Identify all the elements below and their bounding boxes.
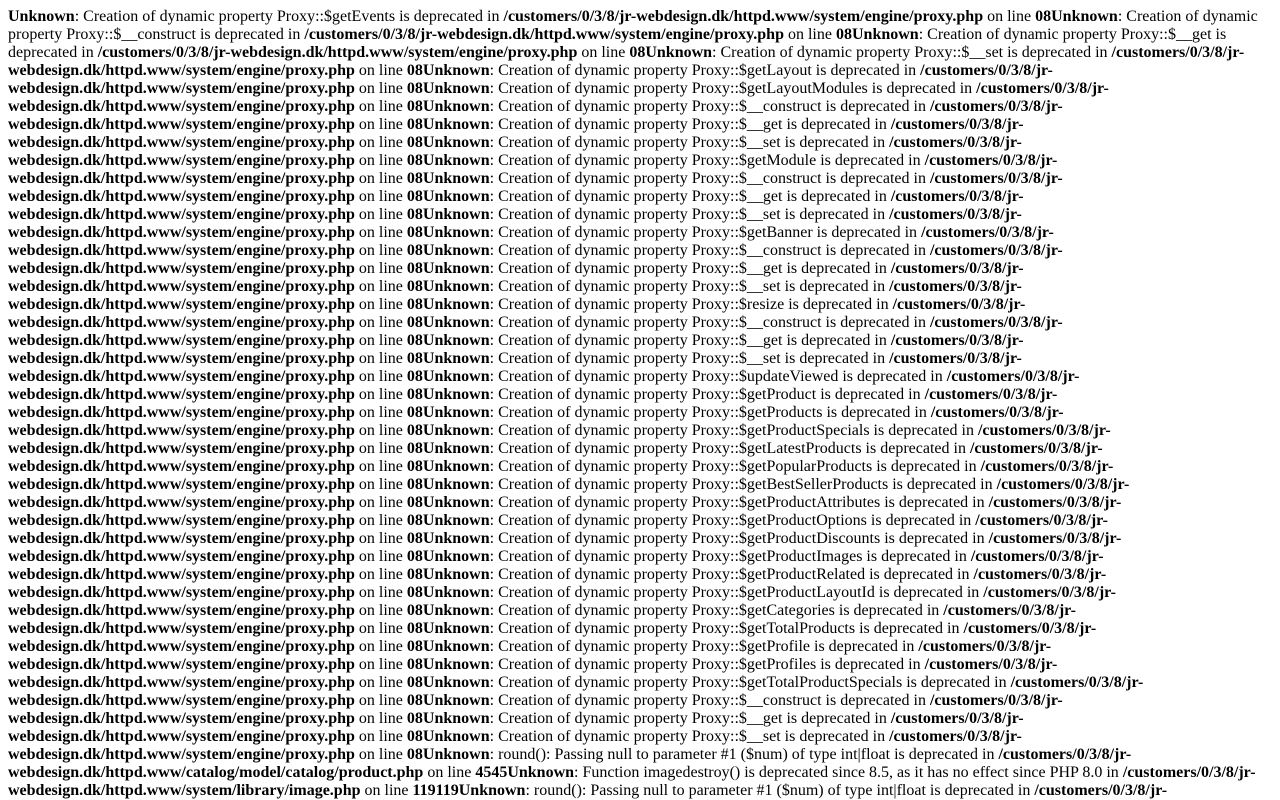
log-entry: 8Unknown: Creation of dynamic property Proxy::$getModule is deprecated in /customers/0/3/8/jr-webdesign.dk/httpd.www/system/engine/proxy.php on line 0 <box>8 152 1058 187</box>
error-type: 8Unknown <box>414 152 490 169</box>
line-number: 0 <box>406 566 415 583</box>
file-path: /customers/0/3/8/jr-webdesign.dk/httpd.www/system/library/image.php <box>8 764 1256 799</box>
error-message: Creation of dynamic property Proxy::$getProductImages is deprecated <box>498 548 951 565</box>
line-number: 0 <box>406 134 415 151</box>
log-entry: 8Unknown: Creation of dynamic property Proxy::$__set is deprecated in /customers/0/3/8/jr-webdesign.dk/httpd.www/system/engine/proxy.php on line 0 <box>8 44 1245 79</box>
error-type: 45Unknown <box>491 764 575 781</box>
error-message: Creation of dynamic property Proxy::$getBanner is deprecated <box>498 224 901 241</box>
line-number: 0 <box>406 728 415 745</box>
error-type: 8Unknown <box>414 188 490 205</box>
file-path: /customers/0/3/8/jr-webdesign.dk/httpd.www/system/engine/proxy.php <box>8 656 1058 691</box>
file-path: /customers/0/3/8/jr-webdesign.dk/httpd.www/system/engine/proxy.php <box>8 44 1245 79</box>
log-entry: 8Unknown: Creation of dynamic property Proxy::$getLayout is deprecated in /customers/0/3/8/jr-webdesign.dk/httpd.www/system/engine/proxy.php on line 0 <box>8 62 1053 97</box>
line-number: 0 <box>406 440 415 457</box>
file-path: /customers/0/3/8/jr-webdesign.dk/httpd.www/system/engine/proxy.php <box>8 386 1058 421</box>
file-path: /customers/0/3/8/jr-webdesign.dk/httpd.www/system/engine/proxy.php <box>8 494 1122 529</box>
file-path: /customers/0/3/8/jr-webdesign.dk/httpd.www/system/engine/proxy.php <box>8 404 1064 439</box>
error-message: Creation of dynamic property Proxy::$getLatestProducts is deprecated <box>498 440 950 457</box>
file-path: /customers/0/3/8/jr-webdesign.dk/httpd.www/system/engine/proxy.php <box>8 188 1024 223</box>
error-message: Creation of dynamic property Proxy::$getProfile is deprecated <box>498 638 898 655</box>
file-path: /customers/0/3/8/jr-webdesign.dk/httpd.www/system/engine/proxy.php <box>8 638 1052 673</box>
line-number: 0 <box>406 296 415 313</box>
file-path: /customers/0/3/8/jr-webdesign.dk/httpd.www/system/engine/proxy.php <box>8 602 1076 637</box>
error-message: Creation of dynamic property Proxy::$__construct is deprecated <box>498 170 910 187</box>
line-number: 0 <box>406 746 415 763</box>
error-type: 8Unknown <box>414 584 490 601</box>
error-message: Creation of dynamic property Proxy::$__get is deprecated <box>498 260 871 277</box>
error-message: Creation of dynamic property Proxy::$__construct is deprecated <box>498 242 910 259</box>
log-entry: 8Unknown: Creation of dynamic property Proxy::$__construct is deprecated in /customers/0/3/8/jr-webdesign.dk/httpd.www/system/engine/proxy.php on line 0 <box>8 170 1063 205</box>
line-number: 0 <box>406 584 415 601</box>
file-path: /customers/0/3/8/jr-webdesign.dk/httpd.www/system/engine/proxy.php <box>8 692 1063 727</box>
line-number: 0 <box>406 242 415 259</box>
log-entry: 8Unknown: Creation of dynamic property Proxy::$__construct is deprecated in /customers/0/3/8/jr-webdesign.dk/httpd.www/system/engine/proxy.php on line 0 <box>8 242 1063 277</box>
file-path: /customers/0/3/8/jr-webdesign.dk/httpd.www/system/engine/proxy.php <box>8 62 1053 97</box>
error-type: 119Unknown <box>435 782 526 799</box>
log-entry: 8Unknown: Creation of dynamic property Proxy::$getBestSellerProducts is deprecated in /customers/0/3/8/jr-webdesign.dk/httpd.www/system/engine/proxy.php on line 0 <box>8 476 1130 511</box>
line-number: 0 <box>406 476 415 493</box>
file-path: /customers/0/3/8/jr-webdesign.dk/httpd.www/system/engine/proxy.php <box>8 314 1063 349</box>
error-message: Creation of dynamic property Proxy::$updateViewed is deprecated <box>498 368 927 385</box>
error-message: Creation of dynamic property Proxy::$__set is deprecated <box>498 350 869 367</box>
error-message: Creation of dynamic property Proxy::$resize is deprecated <box>498 296 873 313</box>
error-message: Creation of dynamic property Proxy::$__set is deprecated <box>498 206 869 223</box>
line-number: 0 <box>406 638 415 655</box>
file-path: /customers/0/3/8/jr-webdesign.dk/httpd.www/system/engine/proxy.php <box>8 728 1022 763</box>
line-number: 0 <box>406 98 415 115</box>
line-number: 0 <box>406 422 415 439</box>
file-path: /customers/0/3/8/jr-webdesign.dk/httpd.www/system/engine/proxy.php <box>8 710 1024 745</box>
line-number: 0 <box>406 332 415 349</box>
log-entry: 8Unknown: Creation of dynamic property Proxy::$getBanner is deprecated in /customers/0/3/8/jr-webdesign.dk/httpd.www/system/engine/proxy.php on line 0 <box>8 224 1054 259</box>
error-message: Creation of dynamic property Proxy::$getProfiles is deprecated <box>498 656 905 673</box>
log-entry: 8Unknown: Creation of dynamic property Proxy::$__get is deprecated in /customers/0/3/8/jr-webdesign.dk/httpd.www/system/engine/proxy.php on line 0 <box>8 332 1024 367</box>
error-type: 8Unknown <box>414 368 490 385</box>
line-number: 0 <box>406 674 415 691</box>
line-number: 0 <box>406 548 415 565</box>
file-path: /customers/0/3/8/jr-webdesign.dk/httpd.www/system/engine/proxy.php <box>8 206 1022 241</box>
line-number: 0 <box>406 314 415 331</box>
error-type: 8Unknown <box>414 62 490 79</box>
log-entry: 8Unknown: Creation of dynamic property Proxy::$getProfile is deprecated in /customers/0/3/8/jr-webdesign.dk/httpd.www/system/engine/proxy.php on line 0 <box>8 638 1052 673</box>
file-path: /customers/0/3/8/jr-webdesign.dk/httpd.www/system/engine/proxy.php <box>8 674 1144 709</box>
line-number: 0 <box>629 44 638 61</box>
file-path: /customers/0/3/8/jr-webdesign.dk/httpd.www/system/engine/proxy.php <box>8 170 1063 205</box>
error-message: round(): Passing null to parameter #1 ($num) of type int|float is deprecated <box>498 746 979 763</box>
line-number: 45 <box>475 764 492 781</box>
log-entry: 8Unknown: Creation of dynamic property Proxy::$__construct is deprecated in /customers/0/3/8/jr-webdesign.dk/httpd.www/system/engine/proxy.php on line 0 <box>8 8 1258 43</box>
error-type: 8Unknown <box>414 566 490 583</box>
log-entry: 8Unknown: Creation of dynamic property Proxy::$getProductImages is deprecated in /customers/0/3/8/jr-webdesign.dk/httpd.www/system/engine/proxy.php on line 0 <box>8 548 1104 583</box>
error-type: 8Unknown <box>414 746 490 763</box>
log-entry: 8Unknown: Creation of dynamic property Proxy::$getProductLayoutId is deprecated in /customers/0/3/8/jr-webdesign.dk/httpd.www/system/engine/proxy.php on line 0 <box>8 584 1116 619</box>
error-type: 8Unknown <box>414 512 490 529</box>
log-entry: 8Unknown: Creation of dynamic property Proxy::$getProducts is deprecated in /customers/0/3/8/jr-webdesign.dk/httpd.www/system/engine/proxy.php on line 0 <box>8 404 1064 439</box>
log-entry: 8Unknown: Creation of dynamic property Proxy::$__set is deprecated in /customers/0/3/8/jr-webdesign.dk/httpd.www/system/engine/proxy.php on line 0 <box>8 206 1022 241</box>
error-type: 8Unknown <box>414 278 490 295</box>
line-number: 0 <box>406 530 415 547</box>
error-message: Creation of dynamic property Proxy::$__set is deprecated <box>498 134 869 151</box>
file-path: /customers/0/3/8/jr-webdesign.dk/httpd.www/system/engine/proxy.php <box>8 260 1024 295</box>
log-entry: 8Unknown: Creation of dynamic property Proxy::$getProfiles is deprecated in /customers/0/3/8/jr-webdesign.dk/httpd.www/system/engine/proxy.php on line 0 <box>8 656 1058 691</box>
log-entry: 8Unknown: Creation of dynamic property Proxy::$__set is deprecated in /customers/0/3/8/jr-webdesign.dk/httpd.www/system/engine/proxy.php on line 0 <box>8 134 1022 169</box>
log-entry: 8Unknown: round(): Passing null to parameter #1 ($num) of type int|float is deprecated in /customers/0/3/8/jr-webdesign.dk/httpd.www/catalog/model/catalog/product.php on line 45 <box>8 746 1132 781</box>
error-message: Creation of dynamic property Proxy::$__construct is deprecated <box>498 692 910 709</box>
error-type: 8Unknown <box>414 170 490 187</box>
error-type: 8Unknown <box>414 314 490 331</box>
error-type: 8Unknown <box>414 530 490 547</box>
log-entry: Unknown: Creation of dynamic property Proxy::$getEvents is deprecated in /customers/0/3/8/jr-webdesign.dk/httpd.www/system/engine/proxy.php on line 0 <box>8 8 1044 25</box>
error-message: Creation of dynamic property Proxy::$getProducts is deprecated <box>498 404 911 421</box>
file-path: /customers/0/3/8/jr-webdesign.dk/httpd.www/system/engine/proxy.php <box>8 80 1109 115</box>
error-message: Creation of dynamic property Proxy::$__get is deprecated <box>8 26 1227 61</box>
error-type: 8Unknown <box>414 386 490 403</box>
error-message: Creation of dynamic property Proxy::$getProductOptions is deprecated <box>498 512 955 529</box>
error-message: Function imagedestroy() is deprecated since 8.5, as it has no effect since PHP 8.0 <box>582 764 1103 781</box>
file-path: /customers/0/3/8/jr-webdesign.dk/httpd.www/system/engine/proxy.php <box>8 98 1063 133</box>
error-type: 8Unknown <box>414 80 490 97</box>
error-message: Creation of dynamic property Proxy::$getProductRelated is deprecated <box>498 566 954 583</box>
file-path: /customers/0/3/8/jr-webdesign.dk/httpd.www/system/engine/proxy.php <box>8 134 1022 169</box>
error-type: 8Unknown <box>414 656 490 673</box>
error-message: Creation of dynamic property Proxy::$getProduct is deprecated <box>498 386 905 403</box>
line-number: 0 <box>406 404 415 421</box>
file-path: /customers/0/3/8/jr-webdesign.dk/httpd.www/system/engine/proxy.php <box>8 224 1054 259</box>
log-entry: 8Unknown: Creation of dynamic property Proxy::$getLayoutModules is deprecated in /customers/0/3/8/jr-webdesign.dk/httpd.www/system/engine/proxy.php on line 0 <box>8 80 1109 115</box>
error-message: Creation of dynamic property Proxy::$__set is deprecated <box>498 278 869 295</box>
file-path: /customers/0/3/8/jr-webdesign.dk/httpd.www/system/engine/proxy.php <box>8 422 1111 457</box>
line-number: 0 <box>406 656 415 673</box>
file-path: /customers/0/3/8/jr-webdesign.dk/httpd.www/system/engine/proxy.php <box>8 278 1022 313</box>
error-message: Creation of dynamic property Proxy::$__construct is deprecated <box>8 8 1258 43</box>
log-entry: 8Unknown: Creation of dynamic property Proxy::$__construct is deprecated in /customers/0/3/8/jr-webdesign.dk/httpd.www/system/engine/proxy.php on line 0 <box>8 692 1063 727</box>
log-entry: 8Unknown: Creation of dynamic property Proxy::$getLatestProducts is deprecated in /customers/0/3/8/jr-webdesign.dk/httpd.www/system/engine/proxy.php on line 0 <box>8 440 1103 475</box>
error-type: 8Unknown <box>414 638 490 655</box>
line-number: 119 <box>412 782 436 799</box>
error-type: 8Unknown <box>414 224 490 241</box>
error-message: Creation of dynamic property Proxy::$getProductAttributes is deprecated <box>498 494 969 511</box>
line-number: 0 <box>406 602 415 619</box>
line-number: 0 <box>406 710 415 727</box>
log-entry: 8Unknown: Creation of dynamic property Proxy::$getTotalProductSpecials is deprecated in /customers/0/3/8/jr-webdesign.dk/httpd.www/system/engine/proxy.php on line 0 <box>8 674 1144 709</box>
line-number: 0 <box>406 206 415 223</box>
log-entry: 8Unknown: Creation of dynamic property Proxy::$updateViewed is deprecated in /customers/0/3/8/jr-webdesign.dk/httpd.www/system/engine/proxy.php on line 0 <box>8 368 1080 403</box>
log-entry: 8Unknown: Creation of dynamic property Proxy::$getCategories is deprecated in /customers/0/3/8/jr-webdesign.dk/httpd.www/system/engine/proxy.php on line 0 <box>8 602 1076 637</box>
file-path: /customers/0/3/8/jr-webdesign.dk/httpd.www/system/engine/proxy.php <box>8 530 1122 565</box>
error-type: 8Unknown <box>843 26 919 43</box>
error-type: Unknown <box>8 8 75 25</box>
error-message: Creation of dynamic property Proxy::$getBestSellerProducts is deprecated <box>498 476 977 493</box>
file-path: /customers/0/3/8/jr-webdesign.dk/httpd.www/catalog/model/catalog/product.php <box>8 746 1132 781</box>
error-message: Creation of dynamic property Proxy::$__get is deprecated <box>498 710 871 727</box>
error-type: 8Unknown <box>414 620 490 637</box>
log-entry: 8Unknown: Creation of dynamic property Proxy::$__construct is deprecated in /customers/0/3/8/jr-webdesign.dk/httpd.www/system/engine/proxy.php on line 0 <box>8 98 1063 133</box>
log-entry: 8Unknown: Creation of dynamic property Proxy::$getProduct is deprecated in /customers/0/3/8/jr-webdesign.dk/httpd.www/system/engine/proxy.php on line 0 <box>8 386 1058 421</box>
error-message: Creation of dynamic property Proxy::$__construct is deprecated <box>498 314 910 331</box>
line-number: 0 <box>406 350 415 367</box>
line-number: 0 <box>406 62 415 79</box>
file-path: /customers/0/3/8/jr-webdesign.dk/httpd.www/system/engine/proxy.php <box>8 440 1103 475</box>
line-number: 0 <box>406 224 415 241</box>
log-entry: 8Unknown: Creation of dynamic property Proxy::$__set is deprecated in /customers/0/3/8/jr-webdesign.dk/httpd.www/system/engine/proxy.php on line 0 <box>8 278 1022 313</box>
file-path: /customers/0/3/8/jr-webdesign.dk/httpd.www/system/engine/proxy.php <box>97 44 578 61</box>
log-entry: 8Unknown: Creation of dynamic property Proxy::$__construct is deprecated in /customers/0/3/8/jr-webdesign.dk/httpd.www/system/engine/proxy.php on line 0 <box>8 314 1063 349</box>
line-number: 0 <box>406 458 415 475</box>
log-entry: 8Unknown: Creation of dynamic property Proxy::$getProductRelated is deprecated in /customers/0/3/8/jr-webdesign.dk/httpd.www/system/engine/proxy.php on line 0 <box>8 566 1107 601</box>
line-number: 0 <box>406 692 415 709</box>
error-type: 8Unknown <box>414 440 490 457</box>
error-type: 8Unknown <box>414 242 490 259</box>
error-type: 8Unknown <box>414 692 490 709</box>
error-type: 8Unknown <box>414 350 490 367</box>
line-number: 0 <box>406 170 415 187</box>
log-entry: 8Unknown: Creation of dynamic property Proxy::$__get is deprecated in /customers/0/3/8/jr-webdesign.dk/httpd.www/system/engine/proxy.php on line 0 <box>8 188 1024 223</box>
log-entry: 45Unknown: Function imagedestroy() is deprecated since 8.5, as it has no effect since PHP 8.0 in /customers/0/3/8/jr-webdesign.dk/httpd.www/system/library/image.php on line 119 <box>8 764 1256 799</box>
error-message: Creation of dynamic property Proxy::$getPopularProducts is deprecated <box>498 458 961 475</box>
line-number: 0 <box>406 116 415 133</box>
error-message: Creation of dynamic property Proxy::$getProductSpecials is deprecated <box>498 422 958 439</box>
log-entry: 8Unknown: Creation of dynamic property Proxy::$__get is deprecated in /customers/0/3/8/jr-webdesign.dk/httpd.www/system/engine/proxy.php on line 0 <box>8 116 1024 151</box>
error-message: Creation of dynamic property Proxy::$__get is deprecated <box>498 116 871 133</box>
error-message: Creation of dynamic property Proxy::$__set is deprecated <box>720 44 1092 61</box>
log-entry: 8Unknown: Creation of dynamic property Proxy::$__set is deprecated in /customers/0/3/8/jr-webdesign.dk/httpd.www/system/engine/proxy.php on line 0 <box>8 728 1022 763</box>
line-number: 0 <box>406 368 415 385</box>
error-message: Creation of dynamic property Proxy::$__set is deprecated <box>498 728 869 745</box>
file-path: /customers/0/3/8/jr-webdesign.dk/httpd.www/system/engine/proxy.php <box>8 368 1080 403</box>
error-type: 8Unknown <box>414 206 490 223</box>
error-type: 8Unknown <box>414 476 490 493</box>
file-path: /customers/0/3/8/jr-webdesign.dk/httpd.www/system/engine/proxy.php <box>8 116 1024 151</box>
error-message: Creation of dynamic property Proxy::$getLayout is deprecated <box>498 62 900 79</box>
log-entry: 119Unknown: round(): Passing null to parameter #1 ($num) of type int|float is deprecated in /customers/0/3/8/jr- <box>435 782 1168 799</box>
log-entry: 8Unknown: Creation of dynamic property Proxy::$getProductDiscounts is deprecated in /customers/0/3/8/jr-webdesign.dk/httpd.www/system/engine/proxy.php on line 0 <box>8 530 1122 565</box>
file-path: /customers/0/3/8/jr-webdesign.dk/httpd.www/system/engine/proxy.php <box>8 620 1097 655</box>
log-entry: 8Unknown: Creation of dynamic property Proxy::$__get is deprecated in /customers/0/3/8/jr-webdesign.dk/httpd.www/system/engine/proxy.php on line 0 <box>8 260 1024 295</box>
file-path: /customers/0/3/8/jr-webdesign.dk/httpd.www/system/engine/proxy.php <box>8 548 1104 583</box>
log-entry: 8Unknown: Creation of dynamic property Proxy::$getProductSpecials is deprecated in /customers/0/3/8/jr-webdesign.dk/httpd.www/system/engine/proxy.php on line 0 <box>8 422 1111 457</box>
error-type: 8Unknown <box>414 134 490 151</box>
line-number: 0 <box>406 260 415 277</box>
log-entry: 8Unknown: Creation of dynamic property Proxy::$__set is deprecated in /customers/0/3/8/jr-webdesign.dk/httpd.www/system/engine/proxy.php on line 0 <box>8 350 1022 385</box>
error-message: Creation of dynamic property Proxy::$__construct is deprecated <box>498 98 910 115</box>
line-number: 0 <box>406 512 415 529</box>
log-entry: 8Unknown: Creation of dynamic property Proxy::$getProductAttributes is deprecated in /customers/0/3/8/jr-webdesign.dk/httpd.www/system/engine/proxy.php on line 0 <box>8 494 1122 529</box>
line-number: 0 <box>406 620 415 637</box>
file-path: /customers/0/3/8/jr-webdesign.dk/httpd.www/system/engine/proxy.php <box>8 566 1107 601</box>
error-message: Creation of dynamic property Proxy::$getProductLayoutId is deprecated <box>498 584 963 601</box>
error-message: Creation of dynamic property Proxy::$getTotalProducts is deprecated <box>498 620 944 637</box>
error-type: 8Unknown <box>414 548 490 565</box>
error-message: round(): Passing null to parameter #1 ($num) of type int|float is deprecated <box>533 782 1014 799</box>
file-path: /customers/0/3/8/jr-webdesign.dk/httpd.www/system/engine/proxy.php <box>304 26 784 43</box>
error-type: 8Unknown <box>414 710 490 727</box>
error-type: 8Unknown <box>414 458 490 475</box>
file-path: /customers/0/3/8/jr-webdesign.dk/httpd.www/system/engine/proxy.php <box>8 152 1058 187</box>
error-message: Creation of dynamic property Proxy::$__get is deprecated <box>498 188 871 205</box>
error-type: 8Unknown <box>414 674 490 691</box>
log-entry: 8Unknown: Creation of dynamic property Proxy::$resize is deprecated in /customers/0/3/8/jr-webdesign.dk/httpd.www/system/engine/proxy.php on line 0 <box>8 296 1026 331</box>
log-entry: 8Unknown: Creation of dynamic property Proxy::$getTotalProducts is deprecated in /customers/0/3/8/jr-webdesign.dk/httpd.www/system/engine/proxy.php on line 0 <box>8 620 1097 655</box>
line-number: 0 <box>406 80 415 97</box>
log-entry: 8Unknown: Creation of dynamic property Proxy::$getPopularProducts is deprecated in /customers/0/3/8/jr-webdesign.dk/httpd.www/system/engine/proxy.php on line 0 <box>8 458 1114 493</box>
line-number: 0 <box>1035 8 1044 25</box>
line-number: 0 <box>406 494 415 511</box>
file-path: /customers/0/3/8/jr-webdesign.dk/httpd.www/system/engine/proxy.php <box>8 584 1116 619</box>
error-type: 8Unknown <box>414 260 490 277</box>
line-number: 0 <box>406 386 415 403</box>
file-path: /customers/0/3/8/jr-webdesign.dk/httpd.www/system/engine/proxy.php <box>8 350 1022 385</box>
file-path: /customers/0/3/8/jr-webdesign.dk/httpd.www/system/engine/proxy.php <box>8 296 1026 331</box>
error-message: Creation of dynamic property Proxy::$getCategories is deprecated <box>498 602 923 619</box>
file-path: /customers/0/3/8/jr-webdesign.dk/httpd.www/system/engine/proxy.php <box>8 458 1114 493</box>
error-type: 8Unknown <box>1043 8 1118 25</box>
log-entry: 8Unknown: Creation of dynamic property Proxy::$__get is deprecated in /customers/0/3/8/jr-webdesign.dk/httpd.www/system/engine/proxy.php on line 0 <box>8 710 1024 745</box>
error-message: Creation of dynamic property Proxy::$getLayoutModules is deprecated <box>498 80 956 97</box>
error-type: 8Unknown <box>414 404 490 421</box>
file-path: /customers/0/3/8/jr-webdesign.dk/httpd.www/system/engine/proxy.php <box>8 332 1024 367</box>
file-path: /customers/0/3/8/jr-webdesign.dk/httpd.www/system/engine/proxy.php <box>8 242 1063 277</box>
error-message: Creation of dynamic property Proxy::$getTotalProductSpecials is deprecated <box>498 674 991 691</box>
file-path: /customers/0/3/8/jr-webdesign.dk/httpd.www/system/engine/proxy.php <box>8 512 1108 547</box>
error-message: Creation of dynamic property Proxy::$getModule is deprecated <box>498 152 905 169</box>
error-message: Creation of dynamic property Proxy::$__get is deprecated <box>498 332 871 349</box>
error-type: 8Unknown <box>414 728 490 745</box>
error-message: Creation of dynamic property Proxy::$getProductDiscounts is deprecated <box>498 530 969 547</box>
file-path: /customers/0/3/8/jr-webdesign.dk/httpd.www/system/engine/proxy.php <box>503 8 984 25</box>
error-type: 8Unknown <box>414 332 490 349</box>
line-number: 0 <box>406 188 415 205</box>
error-type: 8Unknown <box>414 494 490 511</box>
error-type: 8Unknown <box>414 602 490 619</box>
error-type: 8Unknown <box>414 296 490 313</box>
file-path: /customers/0/3/8/jr-webdesign.dk/httpd.www/system/engine/proxy.php <box>8 476 1130 511</box>
error-message: Creation of dynamic property Proxy::$getEvents is deprecated <box>83 8 484 25</box>
line-number: 0 <box>406 152 415 169</box>
error-type: 8Unknown <box>414 98 490 115</box>
line-number: 0 <box>835 26 844 43</box>
file-path: /customers/0/3/8/jr- <box>1034 782 1168 799</box>
error-type: 8Unknown <box>637 44 713 61</box>
log-entry: 8Unknown: Creation of dynamic property Proxy::$getProductOptions is deprecated in /customers/0/3/8/jr-webdesign.dk/httpd.www/system/engine/proxy.php on line 0 <box>8 512 1108 547</box>
log-entry: 8Unknown: Creation of dynamic property Proxy::$__get is deprecated in /customers/0/3/8/jr-webdesign.dk/httpd.www/system/engine/proxy.php on line 0 <box>8 26 1227 61</box>
error-type: 8Unknown <box>414 422 490 439</box>
line-number: 0 <box>406 278 415 295</box>
error-type: 8Unknown <box>414 116 490 133</box>
